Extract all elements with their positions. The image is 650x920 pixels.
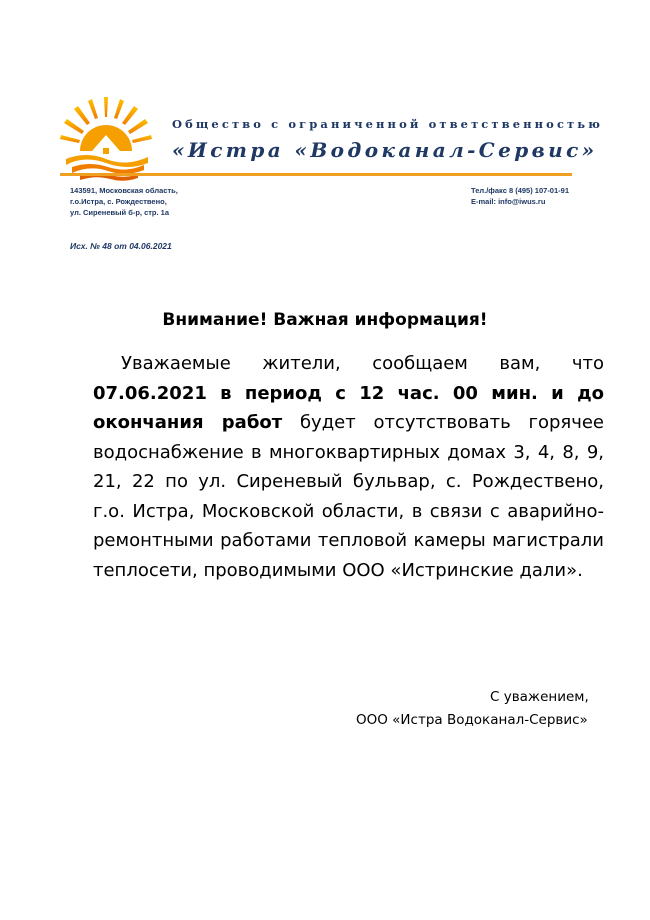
email: E-mail: info@iwus.ru xyxy=(471,197,546,206)
company-contacts xyxy=(471,185,569,207)
org-name: «Истра «Водоканал-Сервис» xyxy=(172,138,598,162)
notice-date-period: 07.06.2021 в период с 12 час. 00 мин. и до окончания работ xyxy=(93,382,604,433)
closing-phrase: С уважением, xyxy=(490,689,589,705)
letterhead-divider xyxy=(60,173,572,176)
address-line: 143591, Московская область, xyxy=(70,186,178,195)
notice-intro: Уважаемые жители, сообщаем вам, что xyxy=(121,353,604,374)
notice-heading: Внимание! Важная информация! xyxy=(162,310,488,330)
outgoing-reference: Исх. № 48 от 04.06.2021 xyxy=(70,241,172,251)
address-line: г.о.Истра, с. Рождествено, xyxy=(70,197,167,206)
notice-body xyxy=(93,349,604,585)
notice-details: будет отсутствовать горячее водоснабжение в многоквартирных домах 3, 4, 8, 9, 21, 22 по ул. Сиреневый бульвар, с. Рождествено, г.о. Истра, Московской области, в связи с аварийно-ремонтными работами тепловой камеры магистрали теплосети, проводимыми ООО «Истринские дали». xyxy=(93,412,604,581)
org-type: Общество с ограниченной ответственностью xyxy=(172,117,604,131)
phone-fax: Тел./факс 8 (495) 107-01-91 xyxy=(471,186,569,195)
signature-company: ООО «Истра Водоканал-Сервис» xyxy=(356,712,588,728)
address-line: ул. Сиреневый б-р, стр. 1а xyxy=(70,208,170,217)
company-address xyxy=(70,185,178,218)
company-logo xyxy=(58,95,154,185)
